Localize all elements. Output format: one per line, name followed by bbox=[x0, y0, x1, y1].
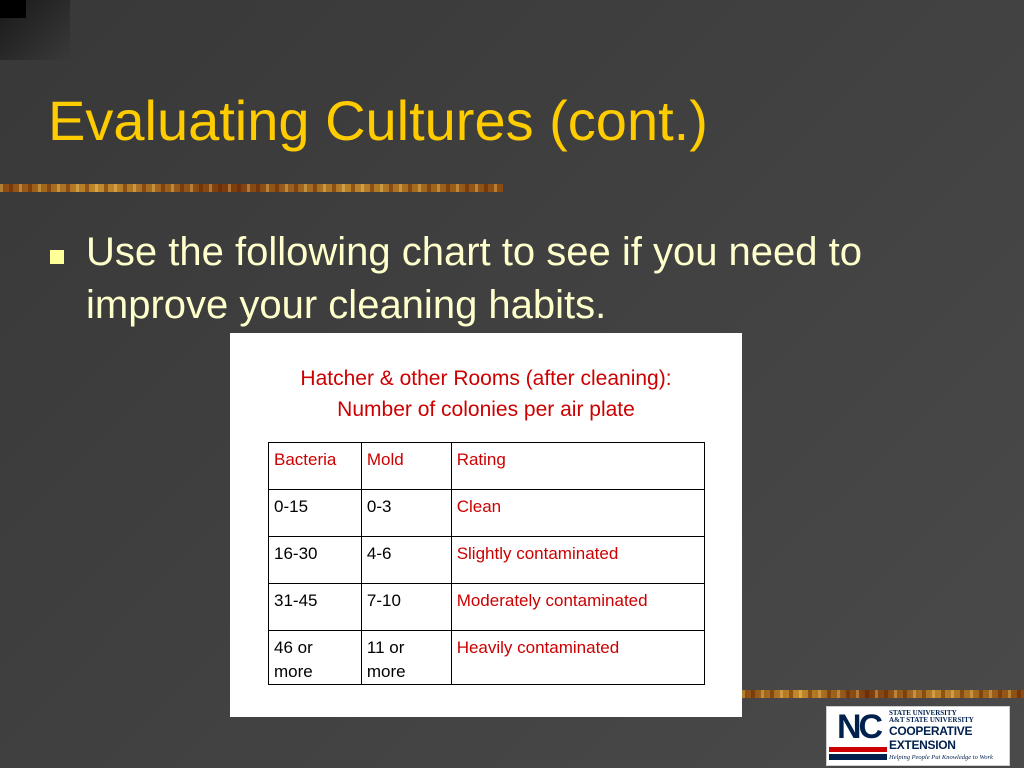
bottom-divider bbox=[742, 690, 1024, 698]
table-header-row bbox=[269, 443, 705, 490]
cell-bacteria: 31-45 bbox=[269, 584, 362, 631]
table-row bbox=[269, 631, 705, 685]
logo-nc-mark: NC bbox=[837, 708, 881, 746]
table-row bbox=[269, 490, 705, 537]
cell-bacteria: 46 or more bbox=[269, 631, 362, 685]
cell-bacteria: 16-30 bbox=[269, 537, 362, 584]
nc-cooperative-extension-logo bbox=[826, 706, 1010, 766]
table-row bbox=[269, 584, 705, 631]
panel-heading-line-2: Number of colonies per air plate bbox=[337, 398, 635, 421]
rating-table bbox=[268, 442, 705, 685]
slide-title: Evaluating Cultures (cont.) bbox=[48, 89, 708, 152]
cell-rating: Moderately contaminated bbox=[451, 584, 704, 631]
cell-mold: 4-6 bbox=[361, 537, 451, 584]
logo-line-1: STATE UNIVERSITY bbox=[889, 709, 957, 717]
bullet-text: Use the following chart to see if you need to improve your cleaning habits. bbox=[86, 230, 863, 327]
cell-mold: 7-10 bbox=[361, 584, 451, 631]
logo-line-3: COOPERATIVE bbox=[889, 724, 973, 738]
logo-line-4: EXTENSION bbox=[889, 738, 956, 752]
cell-rating: Slightly contaminated bbox=[451, 537, 704, 584]
title-divider bbox=[0, 184, 503, 192]
logo-line-2: A&T STATE UNIVERSITY bbox=[889, 716, 974, 724]
table-row bbox=[269, 537, 705, 584]
cell-bacteria: 0-15 bbox=[269, 490, 362, 537]
cell-mold: 0-3 bbox=[361, 490, 451, 537]
cell-rating: Clean bbox=[451, 490, 704, 537]
cell-rating: Heavily contaminated bbox=[451, 631, 704, 685]
cell-mold: 11 or more bbox=[361, 631, 451, 685]
logo-navy-stripe bbox=[829, 754, 887, 760]
panel-heading bbox=[230, 363, 742, 425]
bullet-marker bbox=[50, 250, 64, 264]
panel-heading-line-1: Hatcher & other Rooms (after cleaning): bbox=[300, 367, 672, 390]
corner-mark bbox=[0, 0, 26, 18]
header-rating: Rating bbox=[451, 443, 704, 490]
logo-tagline: Helping People Put Knowledge to Work bbox=[889, 754, 993, 761]
header-mold: Mold bbox=[361, 443, 451, 490]
logo-wordmark bbox=[889, 710, 1007, 752]
logo-red-stripe bbox=[829, 747, 887, 752]
header-bacteria: Bacteria bbox=[269, 443, 362, 490]
chart-panel bbox=[230, 333, 742, 717]
